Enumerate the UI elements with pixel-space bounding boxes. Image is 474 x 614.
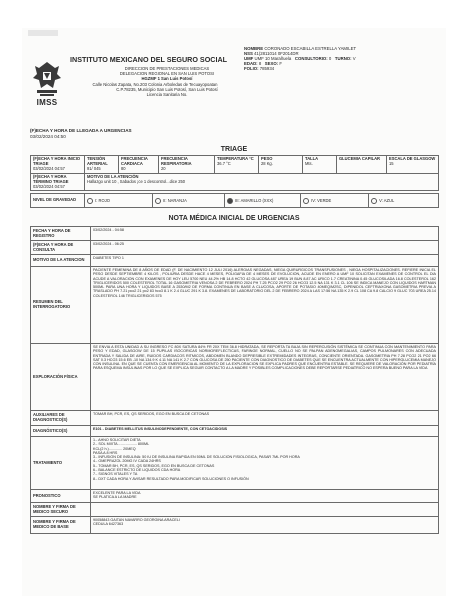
patient-name-value: CORONADO ESCABILLA ESTRELLA YAMILET [264,46,357,51]
medico-base-line: 90058843 GAITAN NAVARRO GEORGINA ARACELI [93,518,180,522]
triage-header-cell [85,156,119,174]
exploracion-label: EXPLORACIÓN FÍSICA [31,344,91,411]
turno-value: V [352,56,356,61]
gravedad-option-azul [369,194,439,208]
nota-title: NOTA MÉDICA INICIAL DE URGENCIAS [168,215,300,222]
radio-dot-icon [87,198,93,204]
tratamiento-line: 8.- DXT CADA HORA Y AVISAR RESULTADO PARA MODIFICAR SOLUCIONES O INFUSIÓN [93,476,249,481]
nota-row [31,437,439,490]
nota-row [31,241,439,255]
fecha-registro-label: FECHA Y HORA DE REGISTRO [31,227,91,241]
header-line: Calle Nicolas Zapata, No.203 Colonia Arboledas de Tecuayopoatan [92,82,218,87]
tratamiento-line: 3.- INFUSION DE INSULINA: 50 IU DE INSULINA RAPIDA EN 50ML DE SOLUCION FISIOLOGICA, PASAR 7ML POR HORA [93,455,300,460]
imss-logo [31,60,63,108]
pronostico-line: SE PLATICA A LA MADRE [93,495,137,500]
nota-row [31,411,439,426]
radio-dot-icon [303,198,309,204]
gravedad-option-rojo [85,194,153,208]
radio-dot-icon [371,198,377,204]
triage-header-cell [387,156,439,174]
fecha-consulta-label: (F)ECHA Y HORA DE CONSULTA [31,241,91,255]
institution-name: INSTITUTO MEXICANO DEL SEGURO SOCIAL [70,56,228,64]
triage-motivo-label: MOTIVO DE LA ATENCIÓN [87,173,139,179]
nota-row [31,517,439,534]
header-line: DELEGACION REGIONAL EN SAN LUIS POTOSI [119,71,215,76]
medico-base-line: CEDULA 6427363 [93,522,124,527]
glucemia-label: GLUCEMIA CAPILAR [339,156,381,161]
triage-header-cell [303,156,337,174]
gravedad-option-label: V: AZUL [379,197,395,203]
auxiliares-value: TOMAR BH, PCR, ES, QS SERIDOS, EGO EN BUSCA DE CETONAS [91,411,439,426]
ta-label: TENSIÓN ARTERIAL [87,156,108,166]
glasgow-value: 15 [389,160,394,166]
triage-title: TRIAGE [220,146,248,153]
triage-end-value: 03/02/2024 04:57 [33,183,65,189]
arrival-info [30,128,132,140]
tratamiento-line: PASA A 8 HRS [93,450,118,455]
header-line: DIRECCION DE PRESTACIONES MEDICAS [124,66,210,71]
ta-value: 91/ 045 [87,165,101,171]
nota-row [31,490,439,503]
gravedad-table [30,193,439,208]
fc-value: 80 [121,165,126,171]
triage-row [31,156,439,174]
nota-row [31,255,439,267]
radio-dot-icon [155,198,161,204]
talla-value: Mts. [305,160,313,166]
fc-label: FRECUENCIA CARDIACA [121,156,148,166]
motivo-value: DIABETES TIPO 1 [91,255,439,267]
gravedad-option-label: IV: VERDE [311,197,332,203]
folio-value: 785934 [259,66,275,71]
triage-row [31,173,439,191]
auxiliares-label: AUXILIARES DE DIAGNOSTICO(S) [31,411,91,426]
medico-residente-value [91,503,439,517]
exploracion-value: SE ENVIA A ESTA UNIDAD A SU INGRESO FC 80X SATURA 84% FR 20X TEM 36.8 HIDRATADA, SE REPORTA TA BAJA SIN REPERCUSIÓN SISTÉMICA SE CONTINUA CON MANTENIMIENTO PARA PESO Y EDAD, GLASGOW DE 15 PUPILAS ISOCORICAS NORMOREFLECTICAS, FARINGE NORMAL, CUELLO NO SE PALPAN ADENOMEGALIAS, CAMPOS PULMONARES CON ADECUADA ENTRADA Y SALIDA DE AIRE, RUIDOS CARDIACOS RITMICOS, ABDOMEN BLANDO DEPRESIBLE EXTREMIDADES INTEGRAS, CONCIENTE ORIENTADA. GASOMETRIA PH 7.28 PCO2 21 PO2 66 SAT 0.3 HCO3 15.6 EB -10 NA 134.9 K 4.11 NA 141 K 2.7 CON GLUCOSA DE 250 PACIENTE CON DIAGNOSTICO DE DIABETES QUE SE ENCUENTRA ACTUALMENTE CON HIPERGLUCEMIA MANEJO CON INSULINA. EN QUE SE CUENTA CON EMERGENCIA AL MOMENTO DE LA EXPLORACION SE EXPLICA PADRES QUE ENCUENTRA ESTABLE. SE REQUIERE DE VALORACIÓN POR PEDIATRÍA PARA ESQUEMA INSULINAS POR LO QUE SE EXPLICA SEGUIR CONTACTO A LA MADRE Y POSIBLES COMPLICACIONES DEBE REPORTARSE PEDIATRICO NO ESPERA BUENO PARA LA VIDA [91,344,439,411]
patient-umf-label: UMF [244,56,254,61]
fr-value: 20 [161,165,166,171]
pronostico-value [91,490,439,503]
turno-label: TURNO: [334,56,352,61]
tratamiento-line: 5.- TOMAR BH, PCR, ES, QS SERIDOS, EGO EN BUSCA DE CETONAS [93,463,215,468]
tratamiento-line: 4.- OMEPRAZOL 20MG IV CADA 24HRS [93,459,161,464]
gravedad-option-label: I: ROJO [95,197,110,203]
gravedad-label: NIVEL DE GRAVEDAD [31,194,85,208]
resumen-label: RESUMEN DEL INTERROGATORIO [31,267,91,344]
triage-table [30,155,439,191]
fecha-registro-value: 03/02/2024 - 04:58 [91,227,439,241]
tratamiento-line: KCL(2 h.)............. 20MEQ [93,446,136,451]
document-page [22,28,446,596]
sexo-label: SEXO: [264,61,279,66]
gravedad-row [31,194,439,208]
triage-header-cell [215,156,259,174]
radio-dot-selected-icon [227,198,233,204]
motivo-label: MOTIVO DE LA ATENCION [31,255,91,267]
fecha-consulta-value: 03/02/2024 - 06:25 [91,241,439,255]
scan-edge-mark [28,30,58,36]
resumen-value: PACIENTE FEMENINA DE 8 AÑOS DE EDAD (F. DE NACIMIENTO 12 JULI 2016) ALERGIAS NEGADAS, NIEGA QUIRURGICOS TRANSFUSIONES , NIEGA HOSPITALIZACIONES. REFIERE INICIA EL PESO DESDE SEPTIEMBRE 4 KILOS , POLIURIA DESDE HACE 4 MESES, POLIGAFIA DE 4 MESES DE EVOLUCION, ACUDE EN ENERO A UMF 10 SOLICITAN EXAMENES DE CONTROL EL DIA ACUDE A VALORACION CON EXAMENES DE HOY LEU 5700 NEU 44.2% HB 14.8 HCTO 42 GLUCOSA 487 UREA 19 BUN 8.87 AC URICO 1.7 CREATININA 0.45 GLUCOSILADA 16.8 COLESTEROL 162 TRIGLICERIDOS 500 COLESTEROL TOTAL 16 GASOMETRIA VENOSA 2 DE FEBRERO 2024 PH 7.25 PCO2 29 PO2 26 HCO3 12.5 NA 131 K 3.1 CL 106 SE INDICA MANEJO CON LIQUIDOS HARTMAN 500ML PARA UNA HORA Y LIQUIDOS BASE A 2530/M2 DE FORMA CONTINUA EN BASE A CLUCOSA, APORTE DE POTASIO 40MEQ/M2SC, DIPENIDOL CEFTRIAXONA GASOMETRIA PREVIA A TRASLADO PH 7.21 pco2 21 po2 83 hco3 8.1 K 2.4 GLUC 291 K 3.8. EXAMENES DE LABORATORIO DEL 2 DE FEBRERO 2024 A LAS 17:56 NA 135 K 2.9 CL 108 CA 9.8 CALCIO 9 GLUC 703 UREA 25.14 COLESTEROL 146 TRIGLICERIDOS 575 [91,267,439,344]
nota-row [31,227,439,241]
pronostico-line: EXCELENTE PARA LA VIDA [93,491,141,495]
triage-header-cell [337,156,387,174]
header-line: HGZMF 1 San Luis Potosí [141,76,193,81]
patient-nss-label: NSS [244,51,253,56]
nota-row [31,267,439,344]
consultorio-label: CONSULTORIO: [294,56,328,61]
triage-motivo-cell [85,173,439,191]
sexo-value: F [279,61,282,66]
header-line: Licencia Sanitaria No. [146,92,188,97]
header-line: C.P.78235, Municipio San Luis Potosí, San Luis Potosí [116,87,218,92]
patient-umf-value: UMF 10 Marañuela [254,56,292,61]
medico-base-label: NOMBRE Y FIRMA DE MEDICO DE BASE [31,517,91,534]
gravedad-option-verde [301,194,369,208]
tratamiento-line: 7.- SIGNOS VITALES Y TA [93,472,138,477]
triage-end-label: (F)ECHA Y HORA TÉRMINO TRIAGE [33,173,69,184]
nota-table [30,226,439,534]
triage-end-cell [31,173,85,191]
tratamiento-value [91,437,439,490]
medico-residente-label: NOMBRE Y FIRMA DE MEDICO SECURO [31,503,91,517]
patient-name-label: NOMBRE [244,46,264,51]
triage-motivo-value: Hallazgo unit 10 , Sabados ¡ce 1 descontrol...dice 250 [87,178,186,184]
nota-row [31,344,439,411]
tratamiento-label: TRATAMIENTO [31,437,91,490]
diagnostico-label: DIAGNÓSTICO(S) [31,426,91,437]
talla-label: TALLA [305,156,319,161]
triage-start-label: (F)ECHA Y HORA INICIO TRIAGE [33,156,81,166]
patient-nss-value: 41(2811014 0F2014DR [254,51,299,56]
patient-folio-row [244,66,442,71]
triage-header-cell [159,156,215,174]
logo-text: IMSS [36,98,58,107]
pronostico-label: PRONOSTICO [31,490,91,503]
consultorio-value: 0 [328,56,332,61]
tratamiento-line: 6.- BALANCE ESTRICTO DE LIQUIDOS CDA HORA [93,468,181,473]
temp-value: 36.7 °C [217,160,231,166]
nota-row [31,503,439,517]
triage-start-value: 03/02/2024 04:57 [33,165,65,171]
gravedad-option-naranja [153,194,225,208]
eagle-emblem-icon [31,60,63,98]
fr-label: FRECUENCIA RESPIRATORIA [161,156,192,166]
medico-base-value [91,517,439,534]
arrival-label: (F)ECHA Y HORA DE LLEGADA A URGENCIAS [30,128,132,133]
triage-header-cell [259,156,303,174]
glasgow-label: ESCALA DE GLASGOW [389,156,436,161]
edad-value: 8 [258,61,262,66]
folio-label: FOLIO: [244,66,259,71]
diagnostico-value: E101 - DIABETES MELLITUS INSULINODEPENDIENTE, CON CETOACIDOSIS [91,426,439,437]
temp-label: TEMPERATURA °C [217,156,254,161]
tratamiento-line: 2.- SOL MIXTA .................. 800ML [93,442,150,447]
gravedad-option-amarillo [225,194,301,208]
peso-label: PESO [261,156,273,161]
gravedad-option-label: II: NARANJA [163,197,187,203]
nota-row [31,426,439,437]
arrival-value: 03/02/2024 04:50 [30,134,66,139]
gravedad-option-label: III: AMARILLO (XXX) [235,197,274,203]
edad-label: EDAD: [244,61,258,66]
triage-header-cell [119,156,159,174]
peso-value: 28 Kg. [261,160,273,166]
tratamiento-line: 1.- AHNO SOLICITAR DIETA [93,438,141,442]
triage-header-cell [31,156,85,174]
